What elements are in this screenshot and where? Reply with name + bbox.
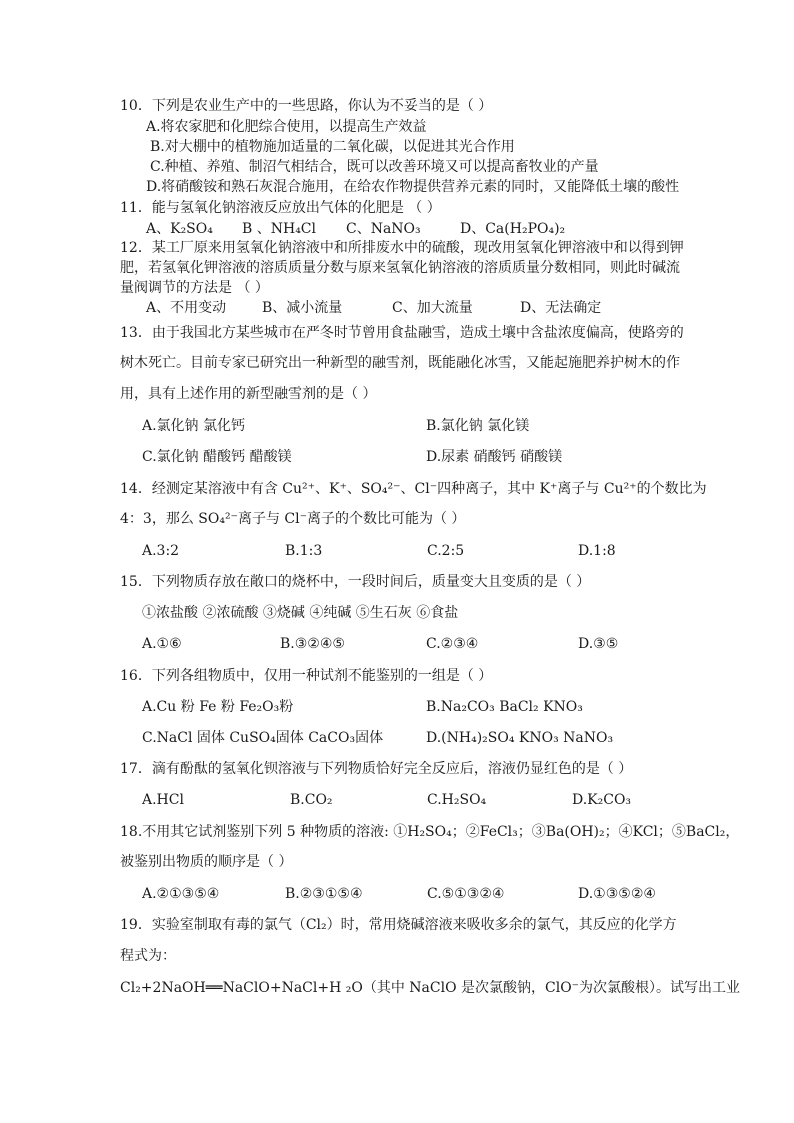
- q13-option-c: C.氯化钠 醋酸钙 醋酸镁: [142, 449, 292, 465]
- q12-line-2: 肥，若氢氧化钾溶液的溶质质量分数与原来氢氧化钠溶液的溶质质量分数相同，则此时碱流: [120, 260, 680, 276]
- q13-line-2: 树木死亡。目前专家已研究出一种新型的融雪剂，既能融化冰雪，又能起施肥养护树木的作: [120, 355, 680, 371]
- q12-option-c: C、加大流量: [392, 300, 473, 316]
- q13-line-1: 13．由于我国北方某些城市在严冬时节曾用食盐融雪，造成土壤中含盐浓度偏高，使路旁的: [120, 325, 684, 341]
- q10-option-c: C.种植、养殖、制沼气相结合，既可以改善环境又可以提高畜牧业的产量: [150, 159, 599, 175]
- q19-line-1: 19．实验室制取有毒的氯气（Cl₂）时，常用烧碱溶液来吸收多余的氯气，其反应的化学方: [120, 917, 677, 933]
- q19-line-3: Cl₂+2NaOH══NaClO+NaCl+H ₂O（其中 NaClO 是次氯酸钠，ClO⁻为次氯酸根）。试写出工业: [120, 980, 741, 996]
- q15-option-b: B.③②④⑤: [280, 636, 345, 652]
- q15-option-a: A.①⑥: [142, 636, 182, 652]
- q19-line-2: 程式为：: [120, 948, 176, 964]
- q15-option-d: D.③⑤: [578, 636, 619, 652]
- q18-option-a: A.②①③⑤④: [142, 886, 220, 902]
- q17-option-d: D.K₂CO₃: [572, 792, 632, 808]
- q17-option-a: A.HCl: [142, 792, 184, 808]
- q16-option-b: B.Na₂CO₃ BaCl₂ KNO₃: [426, 699, 583, 715]
- q12-line-3: 量阀调节的方法是 （ ）: [120, 280, 269, 296]
- q17-option-b: B.CO₂: [290, 792, 333, 808]
- q11-option-d: D、Ca(H₂PO₄)₂: [460, 221, 566, 237]
- q11-option-b: B 、NH₄Cl: [242, 221, 316, 237]
- q12-option-a: A、不用变动: [146, 300, 227, 316]
- q18-line-1: 18.不用其它试剂鉴别下列 5 种物质的溶液: ①H₂SO₄；②FeCl₃；③Ba(OH)₂；④KCl；⑤BaCl₂，: [120, 824, 740, 840]
- q12-option-d: D、无法确定: [520, 300, 602, 316]
- q14-option-a: A.3:2: [142, 543, 180, 559]
- q14-option-b: B.1:3: [285, 543, 323, 559]
- q13-line-3: 用，具有上述作用的新型融雪剂的是（ ）: [120, 386, 377, 402]
- q11-option-c: C、NaNO₃: [346, 221, 421, 237]
- q11-option-a: A、K₂SO₄: [146, 221, 213, 237]
- q10-stem: 10．下列是农业生产中的一些思路，你认为不妥当的是（ ）: [120, 98, 493, 114]
- q10-option-a: A.将农家肥和化肥综合使用，以提高生产效益: [146, 119, 427, 135]
- q13-option-b: B.氯化钠 氯化镁: [426, 418, 530, 434]
- q16-option-a: A.Cu 粉 Fe 粉 Fe₂O₃粉: [142, 699, 294, 715]
- q14-line-2: 4：3，那么 SO₄²⁻离子与 Cl⁻离子的个数比可能为（ ）: [120, 511, 466, 527]
- q17-stem: 17．滴有酚酞的氢氧化钡溶液与下列物质恰好完全反应后，溶液仍显红色的是（ ）: [120, 761, 633, 777]
- q18-option-c: C.⑤①③②④: [427, 886, 505, 902]
- q18-line-2: 被鉴别出物质的顺序是（ ）: [120, 854, 293, 870]
- q14-line-1: 14．经测定某溶液中有含 Cu²⁺、K⁺、SO₄²⁻、Cl⁻四种离子，其中 K⁺离子与 Cu²⁺的个数比为: [120, 481, 707, 497]
- q15-substances: ①浓盐酸 ②浓硫酸 ③烧碱 ④纯碱 ⑤生石灰 ⑥食盐: [142, 605, 459, 621]
- q15-option-c: C.②③④: [426, 636, 479, 652]
- q12-option-b: B、减小流量: [262, 300, 343, 316]
- q13-option-d: D.尿素 硝酸钙 硝酸镁: [426, 449, 563, 465]
- q16-stem: 16．下列各组物质中，仅用一种试剂不能鉴别的一组是（ ）: [120, 668, 493, 684]
- q16-option-c: C.NaCl 固体 CuSO₄固体 CaCO₃固体: [142, 730, 384, 746]
- q12-line-1: 12．某工厂原来用氢氧化钠溶液中和所排废水中的硫酸，现改用氢氧化钾溶液中和以得到钾: [120, 240, 684, 256]
- q11-stem: 11．能与氢氧化钠溶液反应放出气体的化肥是 （ ）: [120, 200, 441, 216]
- q10-option-b: B.对大棚中的植物施加适量的二氧化碳，以促进其光合作用: [150, 139, 515, 155]
- q17-option-c: C.H₂SO₄: [427, 792, 487, 808]
- q14-option-c: C.2:5: [427, 543, 465, 559]
- q13-option-a: A.氯化钠 氯化钙: [142, 418, 246, 434]
- q18-option-d: D.①③⑤②④: [578, 886, 656, 902]
- q18-option-b: B.②③①⑤④: [285, 886, 363, 902]
- q10-option-d: D.将硝酸铵和熟石灰混合施用，在给农作物提供营养元素的同时，又能降低土壤的酸性: [146, 179, 680, 195]
- q16-option-d: D.(NH₄)₂SO₄ KNO₃ NaNO₃: [426, 730, 614, 746]
- q15-stem: 15．下列物质存放在敞口的烧杯中，一段时间后，质量变大且变质的是（ ）: [120, 574, 591, 590]
- q14-option-d: D.1:8: [578, 543, 616, 559]
